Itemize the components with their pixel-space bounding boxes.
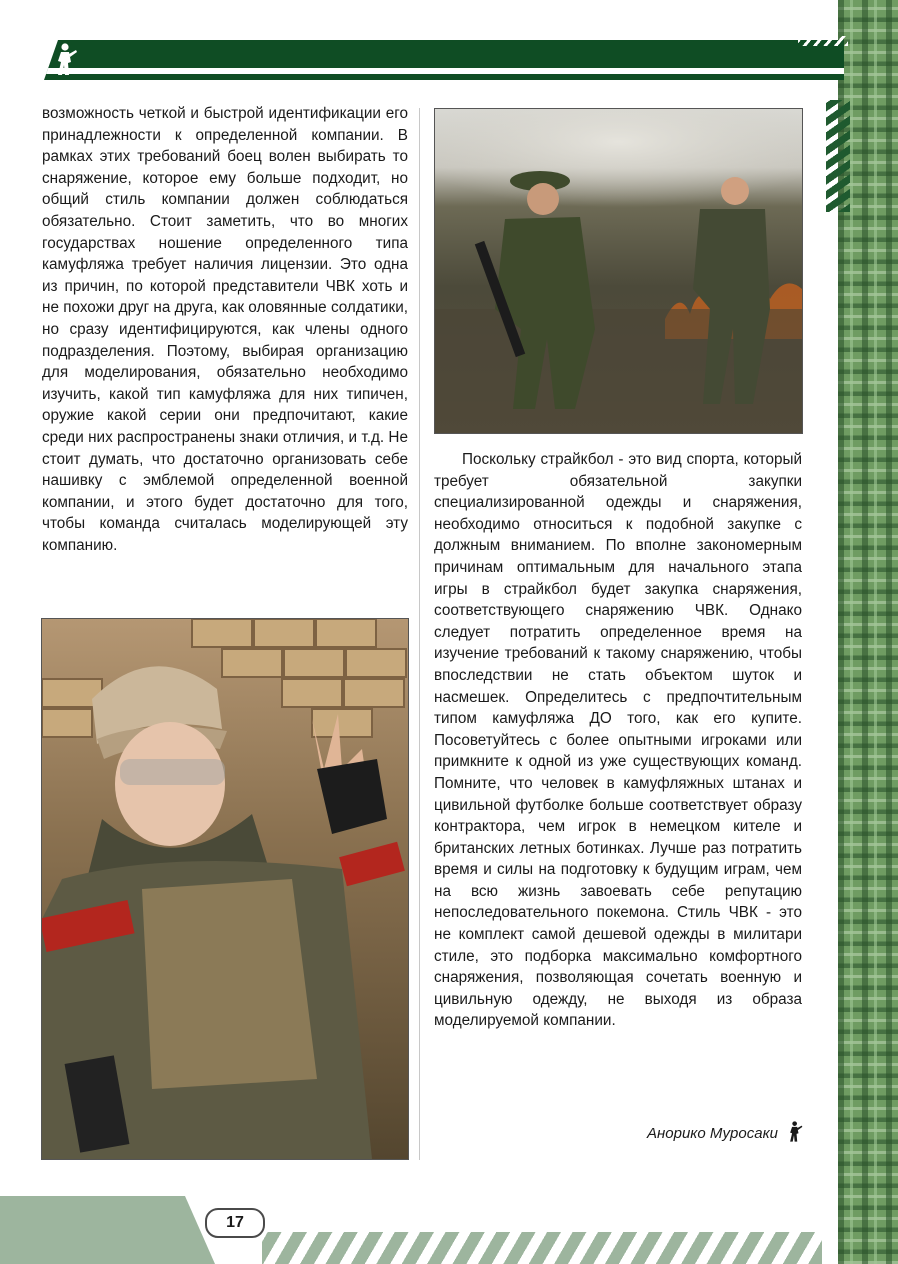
author-name: Анорико Муросаки [647,1125,778,1142]
header-bar-line [44,68,844,74]
left-column-text: возможность четкой и быстрой идентификации его принадлежности к определенной компании. В рамках этих требований боец волен выбирать то снаряжение, которое ему больше подходит, но общий стиль компании должен соблюдаться обязательно. Стоит заметить, что во многих государствах ношение определенного типа камуфляжа требует наличия лицензии. Это одна из причин, по которой представители ЧВК хоть и не похожи друг на друга, как оловянные солдатики, но сразу идентифицируются, как члены одного подразделения. Поэтому, выбирая организацию для моделирования, обязательно необходимо изучить, какой тип камуфляжа для них типичен, оружие какой серии они предпочитают, какие среди них распространены знаки отличия, и т.д. Не стоит думать, что достаточно организовать себе нашивку с эмблемой определенной военной компании, и этого будет достаточно для того, чтобы команда считалась моделирующей эту компанию. [42,105,408,554]
decorative-stripes [826,100,850,212]
header-stripes [798,36,848,46]
soldier-icon [785,1120,803,1144]
footer-block [0,1196,215,1264]
soldier-icon [50,42,78,78]
page-number-label: 17 [226,1214,244,1231]
girl-photo-illustration [42,619,408,1159]
column-divider [419,108,420,1160]
footer-stripes [262,1232,822,1264]
header-bar [44,40,844,80]
soldiers-photo-illustration [435,109,802,433]
girl-photo [41,618,409,1160]
right-column-text: Поскольку страйкбол - это вид спорта, который требует обязательной закупки специализированной одежды и снаряжения, необходимо относиться к подобной закупке с должным вниманием. По вполне закономерным причинам оптимальным для начального этапа игры в страйкбол будет закупка снаряжения, соответствующего снаряжению ЧВК. Однако следует потратить определенное время на изучение требований к такому снаряжению, чтобы впоследствии не стать объектом шуток и насмешек. Определитесь с предпочтительным типом камуфляжа ДО того, как его купите. Посоветуйтесь с более опытными игроками или примкните к одной из уже существующих команд. Помните, что человек в камуфляжных штанах и цивильной футболке больше соответствует образу контрактора, чем игрок в немецком кителе и британских летных ботинках. Лучше раз потратить время и силы на подготовку к будущим играм, чем на всю жизнь завоевать себе репутацию непоследовательного покемона. Стиль ЧВК - это не комплект самой дешевой одежды в милитари стиле, это подборка максимально комфортного снаряжения, позволяющая сочетать военную и цивильную одежду, не выходя из образа моделируемой компании. [434,451,802,1030]
page-number [205,1208,265,1238]
soldiers-photo [434,108,803,434]
